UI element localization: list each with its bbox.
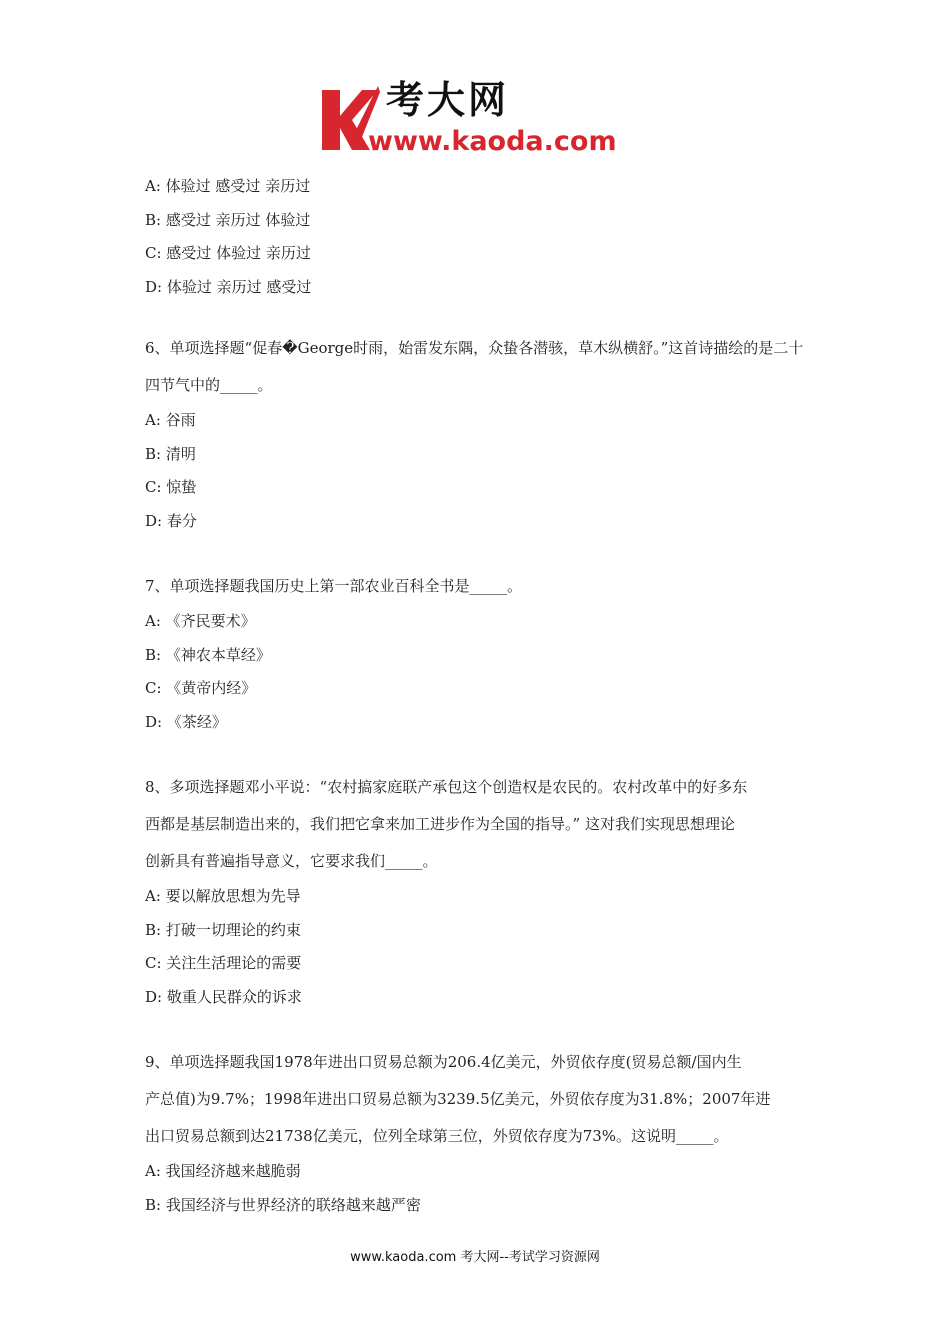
question-title-line: 四节气中的_____。	[145, 376, 273, 394]
question-title-line: 出口贸易总额到达21738亿美元，位列全球第三位，外贸依存度为73%。这说明_____。	[145, 1127, 729, 1145]
option-c: C: 《黄帝内经》	[145, 679, 257, 697]
option-b: B: 打破一切理论的约束	[145, 920, 301, 939]
kaoda-logo	[318, 80, 638, 160]
question-title-line: 8、多项选择题邓小平说：“农村搞家庭联产承包这个创造权是农民的。农村改革中的好多东	[145, 778, 748, 796]
question-title-line: 创新具有普遍指导意义，它要求我们_____。	[145, 852, 438, 870]
option-a: A: 《齐民要术》	[145, 612, 256, 630]
option-d: D: 《茶经》	[145, 712, 227, 731]
logo-url-text: www.kaoda.com	[368, 126, 617, 157]
question-9	[145, 1044, 810, 1222]
question-title-line: 7、单项选择题我国历史上第一部农业百科全书是_____。	[145, 577, 523, 595]
document-body	[145, 170, 810, 1222]
question-7	[145, 568, 810, 739]
question-title-line: 6、单项选择题“促春�George时雨，始雷发东隅，众蛰各潜骇，草木纵横舒。”这首诗描绘的是二十	[145, 339, 804, 357]
page-footer: www.kaoda.com 考大网--考试学习资源网	[350, 1250, 600, 1265]
option-c: C: 感受过 体验过 亲历过	[145, 244, 311, 262]
option-d: D: 春分	[145, 511, 197, 530]
option-a: A: 体验过 感受过 亲历过	[145, 177, 311, 195]
question-title	[145, 568, 810, 605]
logo-chinese-text: 考大网	[386, 78, 510, 122]
option-b: B: 感受过 亲历过 体验过	[145, 210, 311, 229]
option-c: C: 惊蛰	[145, 478, 197, 496]
question-title-line: 西都是基层制造出来的，我们把它拿来加工进步作为全国的指导。” 这对我们实现思想理论	[145, 815, 735, 833]
option-a: A: 我国经济越来越脆弱	[145, 1162, 301, 1180]
option-d: D: 体验过 亲历过 感受过	[145, 277, 312, 296]
question-title-line: 9、单项选择题我国1978年进出口贸易总额为206.4亿美元，外贸依存度(贸易总额/国内生	[145, 1053, 742, 1071]
question-title-line: 产总值)为9.7%；1998年进出口贸易总额为3239.5亿美元，外贸依存度为31.8%；2007年进	[145, 1090, 771, 1108]
option-d: D: 敬重人民群众的诉求	[145, 987, 302, 1006]
option-a: A: 谷雨	[145, 411, 196, 429]
question-8	[145, 769, 810, 1014]
question-title	[145, 769, 810, 880]
question-title	[145, 1044, 810, 1155]
question-6	[145, 330, 810, 538]
option-c: C: 关注生活理论的需要	[145, 954, 302, 972]
previous-question-options	[145, 170, 810, 304]
option-b: B: 我国经济与世界经济的联络越来越严密	[145, 1195, 421, 1214]
option-a: A: 要以解放思想为先导	[145, 887, 301, 905]
option-b: B: 《神农本草经》	[145, 645, 271, 664]
question-title	[145, 330, 810, 404]
option-b: B: 清明	[145, 444, 196, 463]
